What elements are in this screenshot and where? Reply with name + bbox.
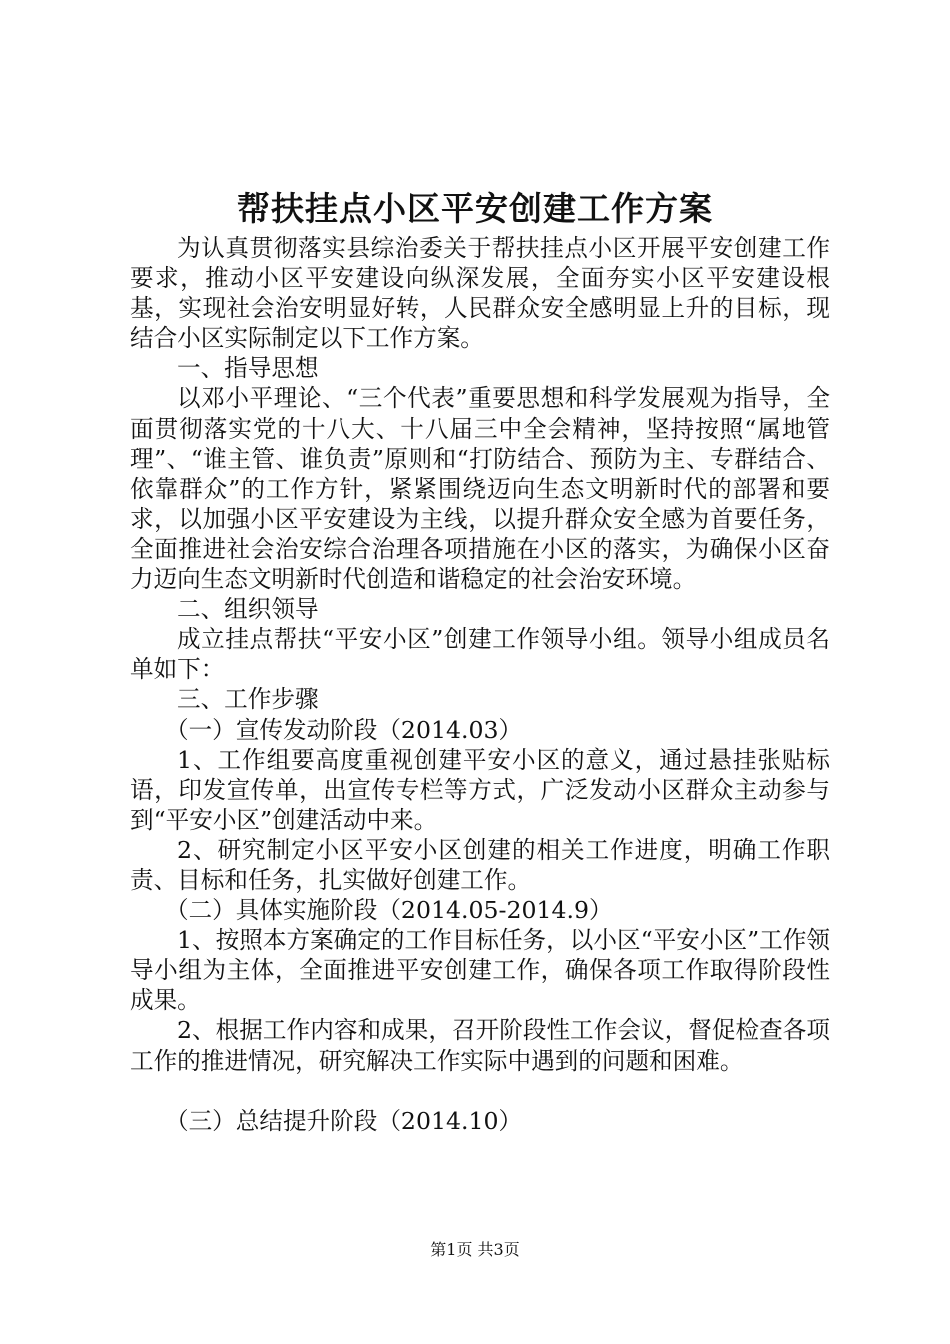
organization-paragraph: 成立挂点帮扶“平安小区”创建工作领导小组。领导小组成员名单如下： — [130, 625, 830, 684]
publicity-item-1: 1、工作组要高度重视创建平安小区的意义，通过悬挂张贴标语，印发宣传单，出宣传专栏等方式，广泛发动小区群众主动参与到“平安小区”创建活动中来。 — [130, 745, 830, 834]
section-heading-work-steps: 三、工作步骤 — [177, 685, 319, 714]
stage-heading-summary: （三）总结提升阶段（2014.10） — [165, 1106, 523, 1135]
implementation-item-2: 2、根据工作内容和成果，召开阶段性工作会议，督促检查各项工作的推进情况，研究解决工作实际中遇到的问题和困难。 — [130, 1016, 830, 1075]
document-body — [130, 233, 830, 1136]
section-heading-guiding-thought: 一、指导思想 — [177, 354, 319, 383]
intro-paragraph: 为认真贯彻落实县综治委关于帮扶挂点小区开展平安创建工作要求，推动小区平安建设向纵深发展，全面夯实小区平安建设根基，实现社会治安明显好转，人民群众安全感明显上升的目标，现结合小区实际制定以下工作方案。 — [130, 234, 830, 353]
page-footer: 第1页 共3页 — [430, 1240, 520, 1259]
section-heading-organization: 二、组织领导 — [177, 595, 319, 624]
stage-heading-implementation: （二）具体实施阶段（2014.05-2014.9） — [165, 896, 613, 925]
stage-heading-publicity: （一）宣传发动阶段（2014.03） — [165, 715, 523, 744]
publicity-item-2: 2、研究制定小区平安小区创建的相关工作进度，明确工作职责、目标和任务，扎实做好创建工作。 — [130, 835, 830, 894]
guiding-thought-paragraph: 以邓小平理论、“三个代表”重要思想和科学发展观为指导，全面贯彻落实党的十八大、十八届三中全会精神，坚持按照“属地管理”、“谁主管、谁负责”原则和“打防结合、预防为主、专群结合、依靠群众”的工作方针，紧紧围绕迈向生态文明新时代的部署和要求，以加强小区平安建设为主线，以提升群众安全感为首要任务，全面推进社会治安综合治理各项措施在小区的落实，为确保小区奋力迈向生态文明新时代创造和谐稳定的社会治安环境。 — [130, 384, 830, 594]
implementation-item-1: 1、按照本方案确定的工作目标任务，以小区“平安小区”工作领导小组为主体，全面推进平安创建工作，确保各项工作取得阶段性成果。 — [130, 926, 830, 1015]
document-title: 帮扶挂点小区平安创建工作方案 — [237, 189, 713, 228]
